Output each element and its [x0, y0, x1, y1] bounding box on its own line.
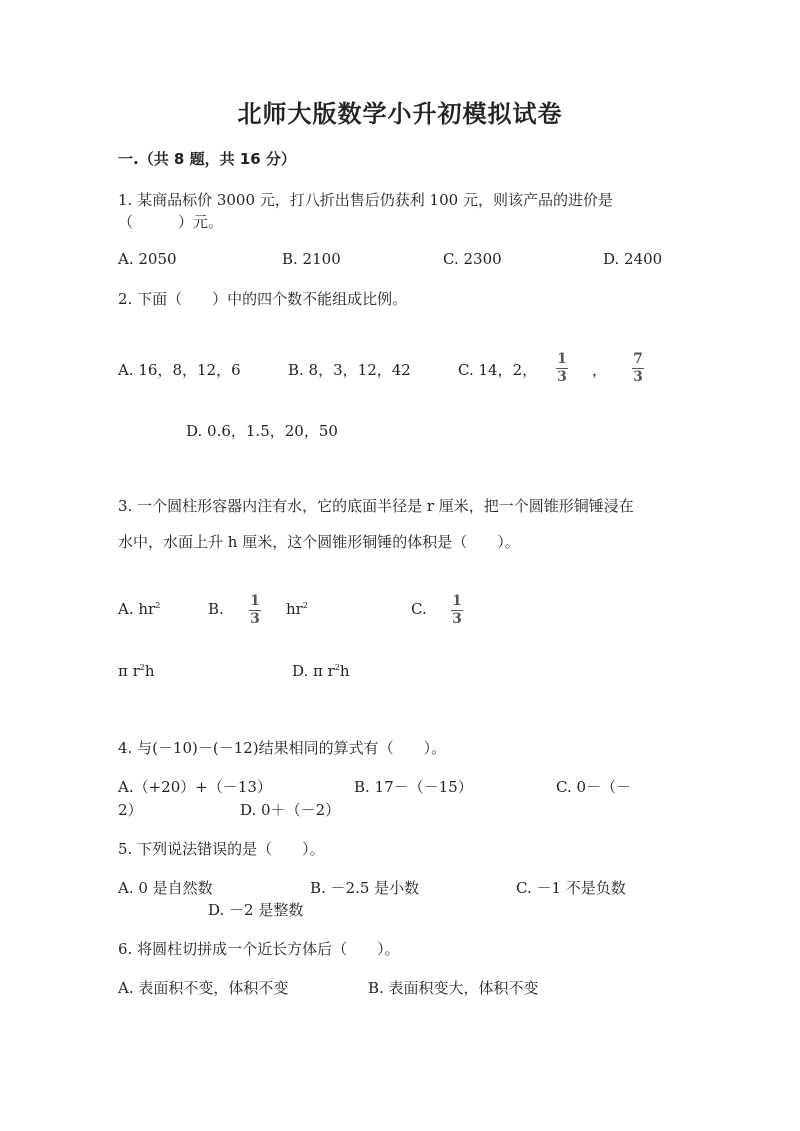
- fraction-denominator: 3: [452, 611, 462, 627]
- question-5-option-d: D. －2 是整数: [208, 901, 304, 919]
- fraction-numerator: 1: [557, 351, 567, 367]
- question-2-option-c: C. 14，2，: [458, 361, 538, 379]
- question-3-text-cont: 水中，水面上升 h 厘米，这个圆锥形铜锤的体积是（ ）。: [118, 533, 520, 551]
- question-1-text: 1. 某商品标价 3000 元，打八折出售后仍获利 100 元，则该产品的进价是: [118, 191, 613, 209]
- question-5-option-a: A. 0 是自然数: [118, 879, 213, 897]
- question-2-separator: ，: [592, 361, 608, 379]
- question-4-text: 4. 与(－10)－(－12)结果相同的算式有（ ）。: [118, 739, 447, 757]
- question-2-text: 2. 下面（ ）中的四个数不能组成比例。: [118, 290, 408, 308]
- question-3-option-c: C.: [411, 600, 427, 618]
- section-header: 一.（共 8 题，共 16 分）: [118, 150, 296, 168]
- question-6-option-a: A. 表面积不变，体积不变: [118, 979, 289, 997]
- question-4-option-c: C. 0－（－: [556, 778, 632, 796]
- option-c-text: π r: [118, 662, 140, 680]
- question-2-option-d: D. 0.6，1.5，20，50: [186, 422, 338, 440]
- question-2-option-b: B. 8，3，12，42: [288, 361, 411, 379]
- question-1-option-c: C. 2300: [443, 250, 502, 268]
- superscript: 2: [302, 601, 308, 610]
- question-6-text: 6. 将圆柱切拼成一个近长方体后（ ）。: [118, 940, 400, 958]
- question-5-option-c: C. －1 不是负数: [516, 879, 626, 897]
- fraction-one-third: [451, 594, 463, 627]
- fraction-one-third: [249, 594, 261, 627]
- question-3-option-a: [118, 600, 160, 618]
- question-1-option-a: A. 2050: [118, 250, 177, 268]
- fraction-denominator: 3: [250, 611, 260, 627]
- question-2-option-a: A. 16，8，12，6: [118, 361, 241, 379]
- question-4-option-b: B. 17－（－15）: [354, 778, 473, 796]
- question-4-option-a: A.（+20）+（－13）: [118, 778, 272, 796]
- option-d-text-end: h: [339, 662, 350, 680]
- question-3-text: 3. 一个圆柱形容器内注有水，它的底面半径是 r 厘米，把一个圆锥形铜锤浸在: [118, 497, 634, 515]
- question-6-option-b: B. 表面积变大，体积不变: [368, 979, 539, 997]
- superscript: 2: [155, 601, 161, 610]
- question-4-option-d: D. 0＋（－2）: [240, 801, 341, 819]
- fraction-numerator: 1: [452, 593, 462, 609]
- question-4-option-c-cont: 2）: [118, 801, 143, 819]
- option-b-text: hr: [286, 600, 303, 618]
- superscript: 2: [139, 663, 145, 672]
- question-5-option-b: B. －2.5 是小数: [310, 879, 420, 897]
- fraction-denominator: 3: [633, 369, 643, 385]
- question-3-option-c-tail: [118, 662, 155, 680]
- question-3-option-b-tail: [286, 600, 308, 618]
- option-c-text-end: h: [144, 662, 155, 680]
- fraction-one-third: [556, 352, 568, 385]
- question-5-text: 5. 下列说法错误的是（ ）。: [118, 840, 325, 858]
- question-3-option-d: [292, 662, 350, 680]
- question-1-option-b: B. 2100: [282, 250, 341, 268]
- fraction-numerator: 1: [250, 593, 260, 609]
- question-1-option-d: D. 2400: [603, 250, 663, 268]
- page-title: 北师大版数学小升初模拟试卷: [237, 100, 563, 128]
- fraction-seven-thirds: [632, 352, 644, 385]
- option-a-text: A. hr: [118, 600, 156, 618]
- question-3-option-b: B.: [208, 600, 224, 618]
- fraction-denominator: 3: [557, 369, 567, 385]
- question-1-text-cont: （ ）元。: [118, 213, 224, 231]
- option-d-text: D. π r: [292, 662, 335, 680]
- superscript: 2: [334, 663, 340, 672]
- fraction-numerator: 7: [633, 351, 643, 367]
